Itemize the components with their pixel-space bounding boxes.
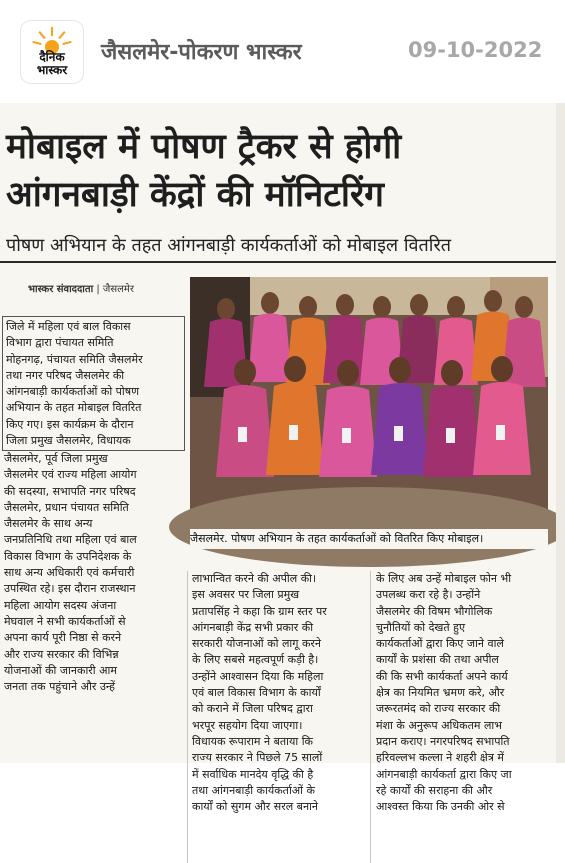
body-line: भरपूर सहयोग दिया जाएगा। — [192, 718, 303, 732]
body-line: जरूरतमंद को राज्य सरकार की — [376, 702, 501, 716]
section-rule — [0, 261, 565, 263]
headline-line-1: मोबाइल में पोषण ट्रैकर से होगी — [6, 126, 402, 167]
article-column-2 — [192, 571, 364, 815]
article-photo — [190, 277, 548, 528]
intro-line: विभाग द्वारा पंचायत समिति — [6, 336, 114, 350]
intro-line: किए गए। इस कार्यक्रम के दौरान — [6, 417, 134, 431]
body-line: उन्होंने आश्वासन दिया कि महिला — [192, 669, 324, 683]
body-line: को कराने में जिला परिषद द्वारा — [192, 702, 313, 716]
headline-line-2: आंगनबाड़ी केंद्रों की मॉनिटरिंग — [6, 174, 384, 215]
body-line: मंशा के अनुरूप अधिकतम लाभ — [376, 718, 502, 732]
body-line: सरकारी योजनाओं को लागू करने — [192, 637, 322, 651]
body-line: एवं बाल विकास विभाग के कार्यों — [192, 686, 321, 700]
body-line: रहे कार्यों की सराहना की और — [376, 783, 493, 797]
logo-wordmark-top: दैनिक — [39, 50, 65, 64]
byline-source: भास्कर संवाददाता — [28, 284, 94, 295]
body-line: में सर्वाधिक मानदेय वृद्धि की है — [192, 767, 314, 781]
body-line: कार्यकर्ताओं द्वारा किए जाने वाले — [376, 637, 504, 651]
column-divider — [187, 571, 188, 863]
body-line: के लिए अब उन्हें मोबाइल फोन भी — [376, 572, 512, 585]
intro-line: जिला प्रमुख जैसलमेर, विधायक — [6, 434, 131, 448]
body-line: चुनौतियों को देखते हुए — [376, 620, 466, 634]
dainik-bhaskar-logo[interactable] — [21, 21, 83, 83]
body-line: की सदस्या, सभापति नगर परिषद — [4, 484, 136, 498]
logo-wordmark-bottom: भास्कर — [36, 63, 68, 77]
body-line: जैसलमेर, प्रधान पंचायत समिति — [4, 500, 129, 514]
intro-line: आंगनबाड़ी कार्यकर्ताओं को पोषण — [6, 385, 140, 399]
body-line: विधायक रूपाराम ने बताया कि — [192, 734, 313, 748]
clipping-edge — [556, 103, 565, 763]
byline-place: जैसलमेर — [102, 284, 134, 295]
body-line: आंगनबाड़ी केंद्र सभी प्रकार की — [192, 620, 314, 634]
article-column-1 — [4, 451, 182, 695]
body-line: हरिवल्लभ कल्ला ने शहरी क्षेत्र में — [376, 751, 504, 765]
body-line: मेघवाल ने सभी कार्यकर्ताओं से — [4, 614, 126, 628]
body-line: इस अवसर पर जिला प्रमुख — [192, 588, 300, 602]
column-divider — [370, 571, 371, 863]
edition-title: जैसलमेर-पोकरण भास्कर — [101, 40, 302, 65]
body-line: प्रदान कराए। नगरपरिषद सभापति — [376, 734, 510, 748]
newspaper-clipping[interactable] — [0, 103, 565, 814]
body-line: उपस्थित रहे। इस दौरान राजस्थान — [4, 582, 136, 596]
intro-line: जिले में महिला एवं बाल विकास — [6, 320, 131, 333]
body-line: योजनाओं की जानकारी आम — [4, 663, 117, 677]
body-line: कार्यों के प्रशंसा की तथा अपील — [376, 653, 499, 667]
app-header — [0, 0, 565, 103]
photo-caption: जैसलमेर. पोषण अभियान के तहत कार्यकर्ताओं को वितरित किए मोबाइल। — [190, 529, 548, 549]
intro-line: तथा नगर परिषद जैसलमेर की — [6, 368, 125, 382]
intro-line: मोहनगढ़, पंचायत समिति जैसलमेर — [6, 352, 143, 366]
body-line: और राज्य सरकार की विभिन्न — [4, 647, 119, 661]
intro-line: अभियान के तहत मोबाइल वितरित — [6, 401, 142, 415]
byline: भास्कर संवाददाता | जैसलमेर — [28, 284, 134, 295]
body-line: की कि सभी कार्यकर्ता अपने कार्य — [376, 669, 508, 683]
body-line: जैसलमेर, पूर्व जिला प्रमुख — [4, 452, 108, 465]
body-line: के लिए सबसे महत्वपूर्ण कड़ी है। — [192, 653, 319, 667]
body-line: उपलब्ध करा रहे है। उन्होंने — [376, 588, 481, 602]
body-line: जैसलमेर की विषम भौगोलिक — [376, 604, 493, 618]
body-line: लाभान्वित करने की अपील की। — [192, 572, 317, 585]
body-line: आंगनबाड़ी कार्यकर्ता द्वारा किए जा — [376, 767, 512, 781]
body-line: राज्य सरकार ने पिछले 75 सालों — [192, 751, 323, 765]
body-line: विकास विभाग के उपनिदेशक के — [4, 549, 132, 563]
group-photo-illustration — [190, 277, 548, 528]
edition-date: 09-10-2022 — [408, 38, 543, 62]
body-line: महिला आयोग सदस्य अंजना — [4, 598, 117, 612]
subheadline: पोषण अभियान के तहत आंगनबाड़ी कार्यकर्ताओं को मोबाइल वितरित — [6, 235, 452, 256]
body-line: अपना कार्य पूरी निष्ठा से करने — [4, 631, 122, 645]
body-line: कार्यों को सुगम और सरल बनाने — [192, 800, 318, 814]
article-column-3 — [376, 571, 548, 815]
body-line: प्रतापसिंह ने कहा कि ग्राम स्तर पर — [192, 604, 327, 618]
body-line: जैसलमेर के साथ अन्य — [4, 517, 93, 531]
body-line: जनता तक पहुंचाने और उन्हें — [4, 680, 116, 694]
body-line: तथा आंगनबाड़ी कार्यकर्ताओं के — [192, 783, 315, 797]
intro-box — [2, 316, 185, 451]
body-line: आश्वस्त किया कि उनकी ओर से — [376, 800, 505, 814]
body-line: साथ अन्य अधिकारी एवं कर्मचारी — [4, 566, 135, 580]
body-line: जैसलमेर एवं राज्य महिला आयोग — [4, 468, 137, 482]
body-line: जनप्रतिनिधि तथा महिला एवं बाल — [4, 533, 137, 547]
body-line: क्षेत्र का नियमित भ्रमण करे, और — [376, 686, 505, 700]
